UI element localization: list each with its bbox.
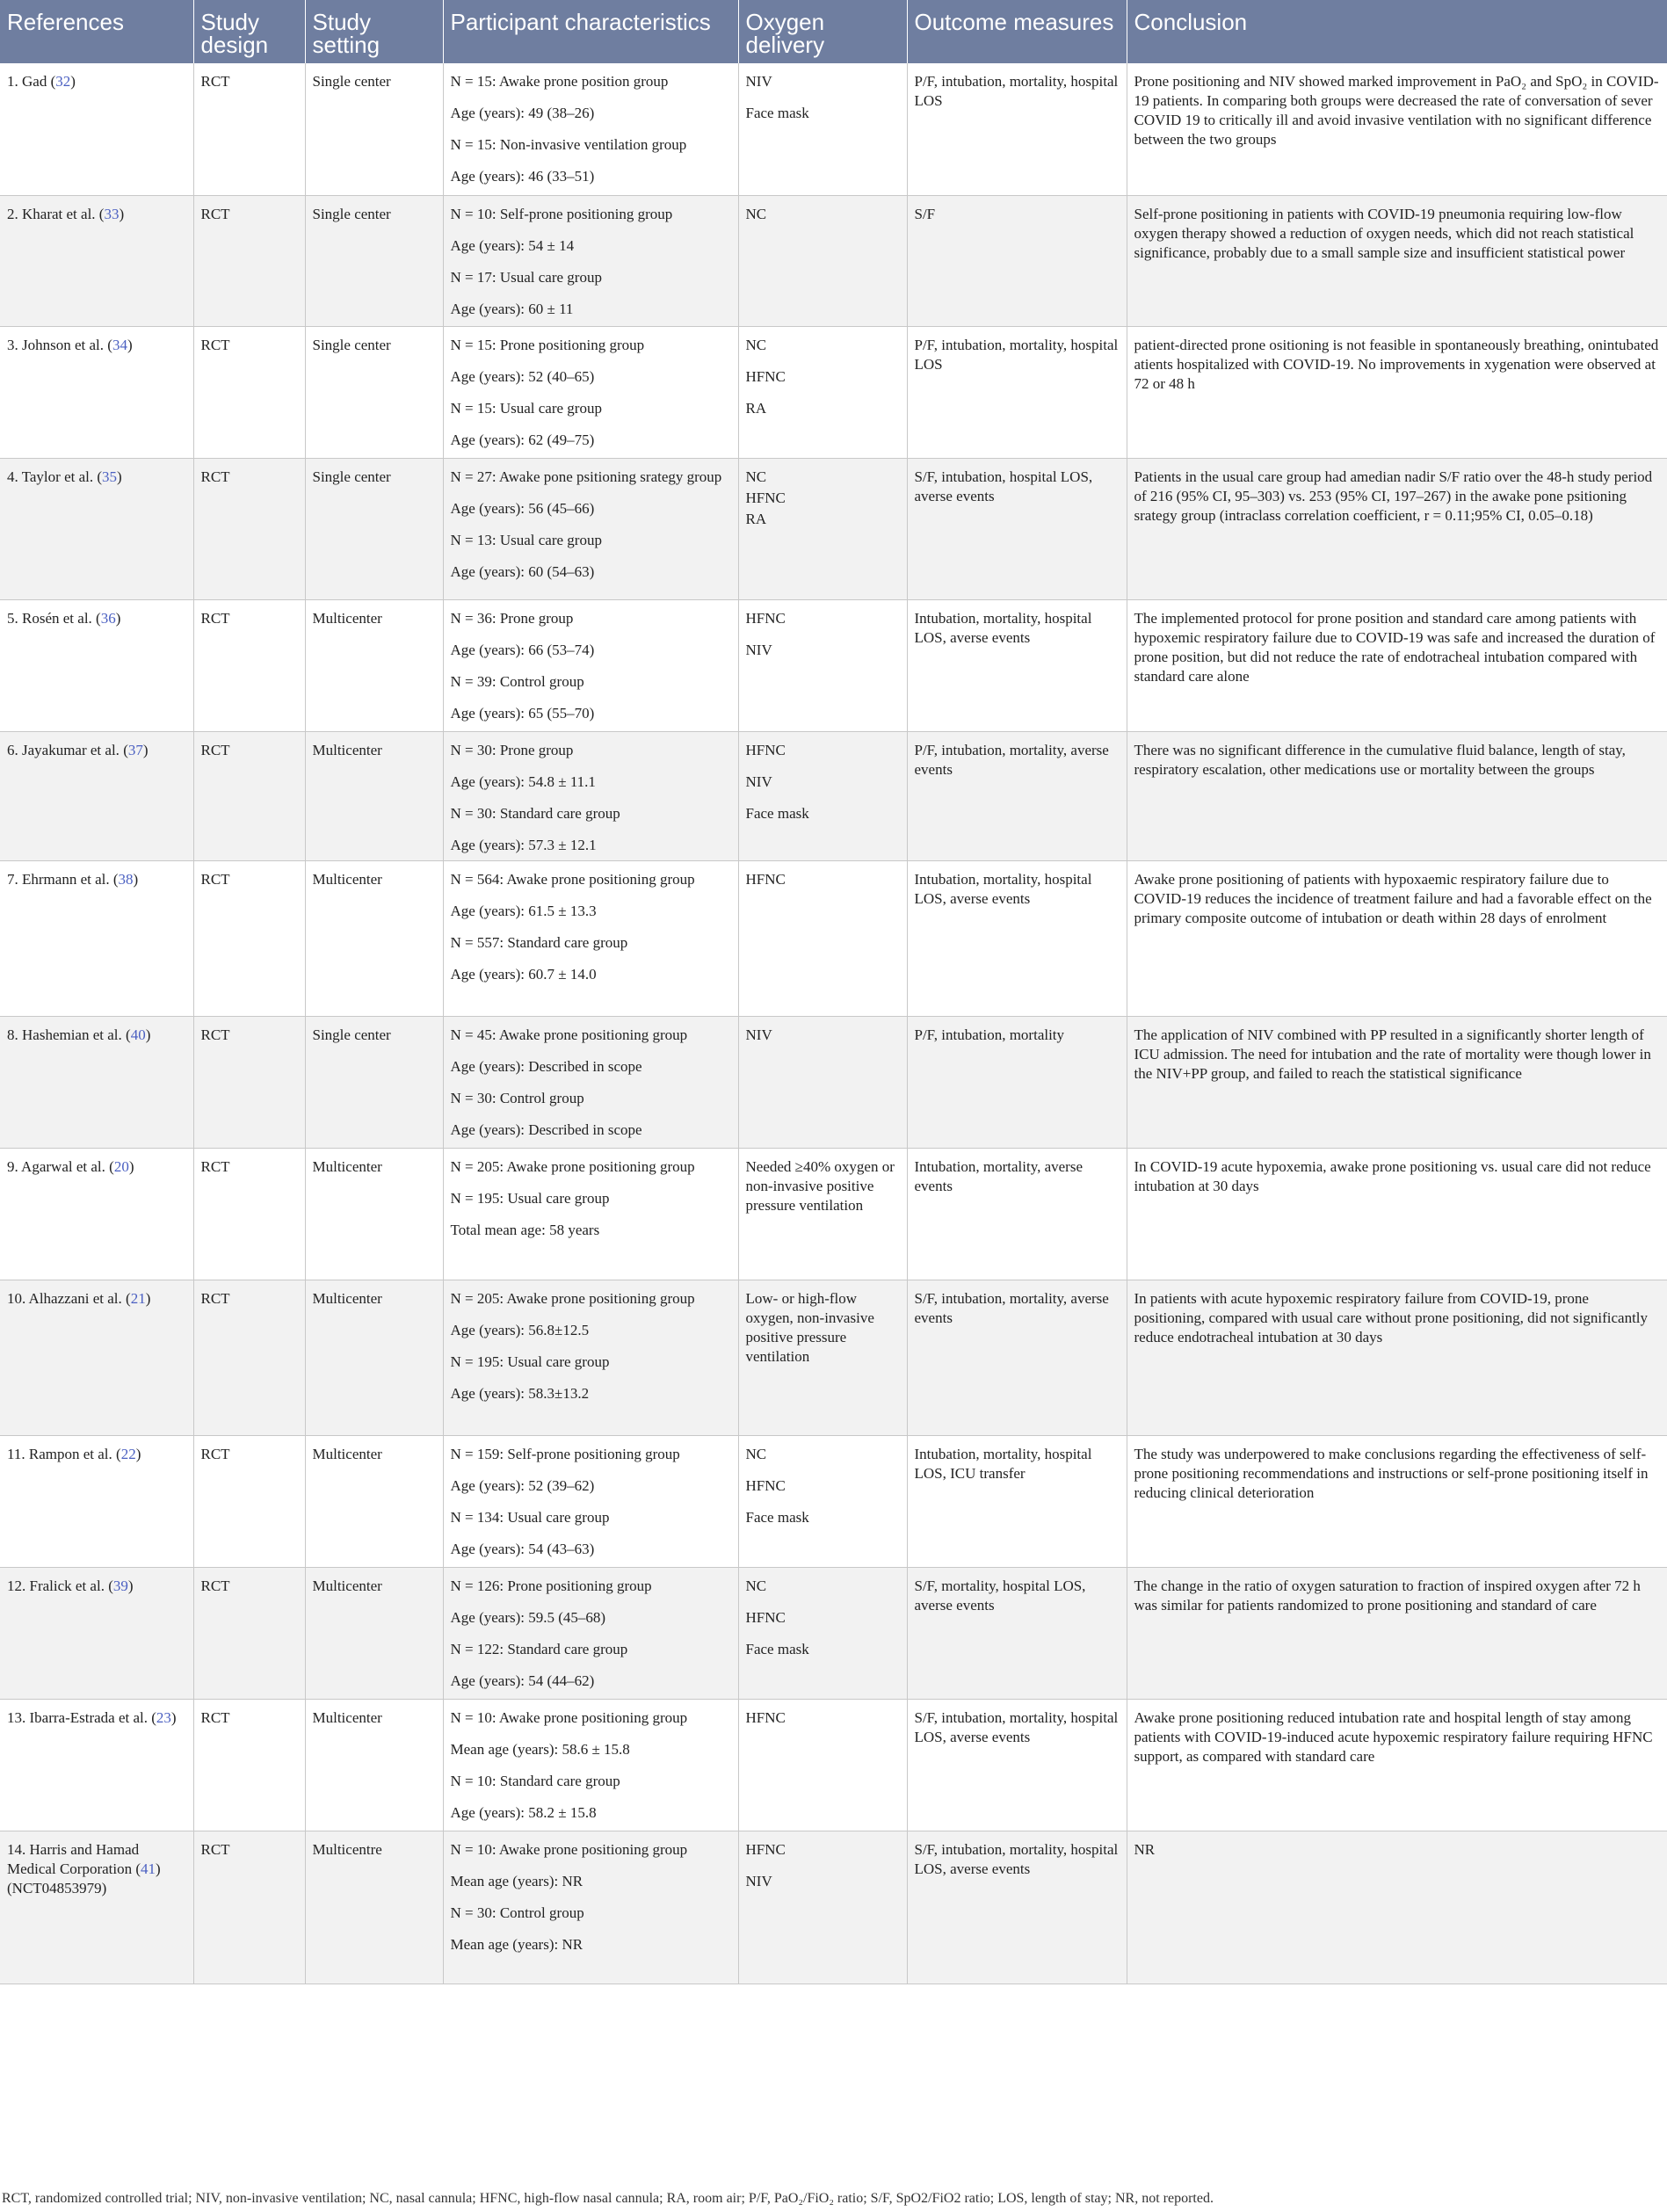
reference-author: 12. Fralick et al. bbox=[7, 1577, 109, 1594]
cell-oxygen-delivery bbox=[738, 1280, 907, 1435]
cell-participant-characteristics bbox=[443, 1567, 738, 1699]
cell-study-design: RCT bbox=[193, 326, 305, 458]
cell-reference: 7. Ehrmann et al. (38) bbox=[0, 860, 193, 1016]
header-outcome-measures: Outcome measures bbox=[907, 0, 1127, 63]
citation-link[interactable]: 39 bbox=[112, 1577, 128, 1594]
cell-study-setting: Single center bbox=[305, 195, 443, 326]
oxygen-delivery-item: Face mask bbox=[745, 105, 809, 121]
reference-author: 3. Johnson et al. bbox=[7, 336, 108, 353]
cell-oxygen-delivery bbox=[738, 63, 907, 195]
cell-conclusion: There was no significant difference in the cumulative fluid balance, length of stay, respiratory escalation, other medications use or mortality between the groups bbox=[1127, 731, 1667, 860]
participant-line: N = 122: Standard care group bbox=[450, 1640, 628, 1657]
header-participant-characteristics: Participant characteristics bbox=[443, 0, 738, 63]
cell-study-setting: Multicenter bbox=[305, 860, 443, 1016]
cell-reference: 5. Rosén et al. (36) bbox=[0, 599, 193, 731]
table-row bbox=[0, 458, 1667, 599]
header-oxygen-delivery: Oxygen delivery bbox=[738, 0, 907, 63]
cell-reference: 11. Rampon et al. (22) bbox=[0, 1435, 193, 1567]
header-study-design: Study design bbox=[193, 0, 305, 63]
header-row bbox=[0, 0, 1667, 63]
reference-suffix: ) (NCT04853979) bbox=[7, 1860, 161, 1897]
participant-line: Age (years): 52 (39–62) bbox=[450, 1476, 595, 1494]
cell-conclusion: Awake prone positioning reduced intubation rate and hospital length of stay among patients with COVID-19-induced acute hypoxemic respiratory failure requiring HFNC support, as compared with standard care bbox=[1127, 1699, 1667, 1831]
oxygen-delivery-item: HFNC bbox=[745, 1840, 786, 1858]
participant-line: Age (years): 57.3 ± 12.1 bbox=[450, 836, 597, 853]
reference-suffix: ) bbox=[127, 1577, 134, 1594]
cell-outcome-measures: P/F, intubation, mortality, hospital LOS bbox=[907, 63, 1127, 195]
cell-conclusion: patient-directed prone ositioning is not feasible in spontaneously breathing, onintubated atients hospitalized with COVID-19. No improvements in xygenation were observed at 72 or 48 h bbox=[1127, 326, 1667, 458]
participant-line: Total mean age: 58 years bbox=[450, 1221, 600, 1238]
oxygen-delivery-item: NIV bbox=[745, 772, 772, 790]
cell-oxygen-delivery bbox=[738, 1567, 907, 1699]
cell-study-design: RCT bbox=[193, 1699, 305, 1831]
cell-participant-characteristics bbox=[443, 326, 738, 458]
oxygen-delivery-item: NC bbox=[745, 1577, 767, 1594]
cell-outcome-measures: S/F, intubation, mortality, hospital LOS, averse events bbox=[907, 1831, 1127, 1984]
reference-author: 14. Harris and Hamad Medical Corporation bbox=[7, 1840, 140, 1877]
cell-study-setting: Multicenter bbox=[305, 1699, 443, 1831]
reference-author: 8. Hashemian et al. bbox=[7, 1026, 127, 1043]
participant-line: N = 30: Standard care group bbox=[450, 804, 620, 822]
oxygen-delivery-item: NIV bbox=[745, 641, 772, 658]
cell-outcome-measures: S/F, intubation, hospital LOS, averse events bbox=[907, 458, 1127, 599]
participant-line: Age (years): 60.7 ± 14.0 bbox=[450, 965, 597, 983]
table-row bbox=[0, 599, 1667, 731]
participant-line: Age (years): 54 (44–62) bbox=[450, 1672, 595, 1689]
participant-line: Age (years): 58.2 ± 15.8 bbox=[450, 1803, 597, 1821]
participant-line: N = 10: Self-prone positioning group bbox=[450, 205, 673, 222]
cell-participant-characteristics bbox=[443, 1016, 738, 1148]
table-body bbox=[0, 63, 1667, 1984]
participant-line: N = 205: Awake prone positioning group bbox=[450, 1157, 695, 1175]
reference-author: 4. Taylor et al. bbox=[7, 468, 98, 485]
table-row bbox=[0, 326, 1667, 458]
oxygen-delivery-item: HFNC bbox=[745, 1608, 786, 1626]
citation-link[interactable]: 20 bbox=[113, 1157, 129, 1175]
participant-line: Age (years): 59.5 (45–68) bbox=[450, 1608, 606, 1626]
participant-line: N = 13: Usual care group bbox=[450, 531, 602, 548]
citation-link[interactable]: 37 bbox=[127, 741, 143, 758]
participant-line: Age (years): Described in scope bbox=[450, 1057, 642, 1075]
oxygen-delivery-item: NC bbox=[745, 1445, 767, 1462]
participant-line: N = 30: Control group bbox=[450, 1904, 584, 1921]
cell-outcome-measures: S/F, intubation, mortality, hospital LOS, averse events bbox=[907, 1699, 1127, 1831]
cell-oxygen-delivery bbox=[738, 1831, 907, 1984]
oxygen-delivery-item: Low- or high-flow oxygen, non-invasive positive pressure ventilation bbox=[745, 1289, 874, 1365]
cell-study-design: RCT bbox=[193, 1567, 305, 1699]
cell-oxygen-delivery bbox=[738, 458, 907, 599]
cell-conclusion: NR bbox=[1127, 1831, 1667, 1984]
cell-reference: 1. Gad (32) bbox=[0, 63, 193, 195]
reference-suffix: ) bbox=[70, 73, 76, 90]
oxygen-delivery-item: Face mask bbox=[745, 1640, 809, 1657]
cell-conclusion: Patients in the usual care group had amedian nadir S/F ratio over the 48-h study period of 216 (95% CI, 95–303) vs. 253 (95% CI, 197–267) in the awake pone psitioning srategy group (intraclass correlation coefficient, r = 0.11;95% CI, 0.05–0.18) bbox=[1127, 458, 1667, 599]
citation-link[interactable]: 23 bbox=[156, 1708, 171, 1726]
oxygen-delivery-item: NC bbox=[745, 205, 767, 222]
cell-conclusion: Self-prone positioning in patients with COVID-19 pneumonia requiring low-flow oxygen therapy showed a reduction of oxygen needs, which did not reach statistical significance, probably due to a small sample size and insufficient statistical power bbox=[1127, 195, 1667, 326]
cell-conclusion: Awake prone positioning of patients with hypoxaemic respiratory failure due to COVID-19 reduces the incidence of treatment failure and had a favorable effect on the primary composite outcome of intubation or death within 28 days of enrolment bbox=[1127, 860, 1667, 1016]
oxygen-delivery-item: Face mask bbox=[745, 804, 809, 822]
reference-suffix: ) bbox=[127, 336, 133, 353]
cell-participant-characteristics bbox=[443, 731, 738, 860]
participant-line: N = 30: Control group bbox=[450, 1089, 584, 1106]
cell-study-design: RCT bbox=[193, 458, 305, 599]
cell-conclusion: The change in the ratio of oxygen saturation to fraction of inspired oxygen after 72 h was similar for patients randomized to prone positioning and standard of care bbox=[1127, 1567, 1667, 1699]
reference-suffix: ) bbox=[145, 1026, 151, 1043]
participant-line: Age (years): 60 (54–63) bbox=[450, 562, 595, 580]
cell-conclusion: The study was underpowered to make conclusions regarding the effectiveness of self-prone positioning recommendations and instructions or self-prone positioning itself in reducing clinical deterioration bbox=[1127, 1435, 1667, 1567]
participant-line: Mean age (years): NR bbox=[450, 1935, 583, 1953]
cell-participant-characteristics bbox=[443, 1831, 738, 1984]
cell-study-design: RCT bbox=[193, 1831, 305, 1984]
cell-reference: 2. Kharat et al. (33) bbox=[0, 195, 193, 326]
participant-line: N = 195: Usual care group bbox=[450, 1189, 610, 1207]
participant-line: N = 17: Usual care group bbox=[450, 268, 602, 286]
participant-line: Age (years): 46 (33–51) bbox=[450, 168, 595, 185]
table-row bbox=[0, 1567, 1667, 1699]
participant-line: N = 15: Usual care group bbox=[450, 399, 602, 417]
participant-line: N = 195: Usual care group bbox=[450, 1353, 610, 1370]
reference-suffix: ) bbox=[142, 741, 149, 758]
participant-line: Age (years): 60 ± 11 bbox=[450, 300, 574, 317]
reference-author: 5. Rosén et al. bbox=[7, 609, 97, 627]
cell-study-setting: Single center bbox=[305, 1016, 443, 1148]
reference-suffix: ) bbox=[170, 1708, 177, 1726]
table-row bbox=[0, 860, 1667, 1016]
participant-line: N = 15: Non-invasive ventilation group bbox=[450, 136, 687, 153]
header-references: References bbox=[0, 0, 193, 63]
cell-study-setting: Multicenter bbox=[305, 1567, 443, 1699]
participant-line: N = 15: Awake prone position group bbox=[450, 73, 669, 90]
citation-link[interactable]: 35 bbox=[102, 468, 118, 485]
cell-study-design: RCT bbox=[193, 1016, 305, 1148]
participant-line: Age (years): 66 (53–74) bbox=[450, 641, 595, 658]
participant-line: N = 134: Usual care group bbox=[450, 1508, 610, 1526]
header-conclusion: Conclusion bbox=[1127, 0, 1667, 63]
participant-line: N = 564: Awake prone positioning group bbox=[450, 870, 695, 888]
participant-line: Age (years): 62 (49–75) bbox=[450, 431, 595, 448]
participant-line: N = 10: Awake prone positioning group bbox=[450, 1708, 688, 1726]
cell-participant-characteristics bbox=[443, 1435, 738, 1567]
reference-suffix: ) bbox=[119, 205, 125, 222]
table-row bbox=[0, 1435, 1667, 1567]
participant-line: N = 159: Self-prone positioning group bbox=[450, 1445, 680, 1462]
cell-outcome-measures: S/F, mortality, hospital LOS, averse events bbox=[907, 1567, 1127, 1699]
cell-reference: 6. Jayakumar et al. (37) bbox=[0, 731, 193, 860]
cell-oxygen-delivery bbox=[738, 1699, 907, 1831]
cell-outcome-measures: S/F bbox=[907, 195, 1127, 326]
citation-link[interactable]: 34 bbox=[112, 336, 127, 353]
cell-study-setting: Multicenter bbox=[305, 1148, 443, 1280]
cell-conclusion: Prone positioning and NIV showed marked improvement in PaO₂ and SpO₂ in COVID-19 patients. In comparing both groups were decreased the rate of conversation of sever COVID 19 to critically ill and avoid invasive ventilation with no significant difference between the two groups bbox=[1127, 63, 1667, 195]
cell-participant-characteristics bbox=[443, 63, 738, 195]
cell-outcome-measures: Intubation, mortality, hospital LOS, averse events bbox=[907, 860, 1127, 1016]
citation-link[interactable]: 22 bbox=[120, 1445, 136, 1462]
cell-outcome-measures: P/F, intubation, mortality bbox=[907, 1016, 1127, 1148]
participant-line: N = 205: Awake prone positioning group bbox=[450, 1289, 695, 1307]
cell-study-design: RCT bbox=[193, 195, 305, 326]
cell-outcome-measures: Intubation, mortality, hospital LOS, averse events bbox=[907, 599, 1127, 731]
reference-suffix: ) bbox=[128, 1157, 134, 1175]
cell-oxygen-delivery bbox=[738, 860, 907, 1016]
table-row bbox=[0, 1280, 1667, 1435]
participant-line: Age (years): 56.8±12.5 bbox=[450, 1321, 590, 1338]
citation-link[interactable]: 32 bbox=[55, 73, 71, 90]
cell-participant-characteristics bbox=[443, 195, 738, 326]
reference-author: 1. Gad bbox=[7, 73, 51, 90]
oxygen-delivery-item: RA bbox=[745, 399, 767, 417]
reference-author: 10. Alhazzani et al. bbox=[7, 1289, 127, 1307]
participant-line: Age (years): 61.5 ± 13.3 bbox=[450, 902, 597, 919]
cell-participant-characteristics bbox=[443, 458, 738, 599]
cell-participant-characteristics bbox=[443, 1280, 738, 1435]
cell-participant-characteristics bbox=[443, 1148, 738, 1280]
oxygen-delivery-item: NIV bbox=[745, 1026, 772, 1043]
oxygen-delivery-item: NC bbox=[745, 336, 767, 353]
reference-author: 6. Jayakumar et al. bbox=[7, 741, 124, 758]
table-row bbox=[0, 1148, 1667, 1280]
cell-reference: 14. Harris and Hamad Medical Corporation (41) (NCT04853979) bbox=[0, 1831, 193, 1984]
cell-study-setting: Single center bbox=[305, 326, 443, 458]
participant-line: Age (years): 54 (43–63) bbox=[450, 1540, 595, 1557]
cell-study-setting: Multicenter bbox=[305, 1280, 443, 1435]
reference-author: 9. Agarwal et al. bbox=[7, 1157, 110, 1175]
table-row bbox=[0, 1699, 1667, 1831]
cell-reference: 13. Ibarra-Estrada et al. (23) bbox=[0, 1699, 193, 1831]
reference-suffix: ) bbox=[115, 609, 121, 627]
reference-suffix: ) bbox=[133, 870, 139, 888]
oxygen-delivery-item: Needed ≥40% oxygen or non-invasive positive pressure ventilation bbox=[745, 1157, 895, 1214]
citation-link[interactable]: 40 bbox=[130, 1026, 146, 1043]
cell-reference: 10. Alhazzani et al. (21) bbox=[0, 1280, 193, 1435]
table-footnote: RCT, randomized controlled trial; NIV, non-invasive ventilation; NC, nasal cannula; HFNC, high-flow nasal cannula; RA, room air; P/F, PaO₂/FiO₂ ratio; S/F, SpO2/FiO2 ratio; LOS, length of stay; NR, not reported. bbox=[2, 2191, 1214, 2206]
reference-suffix: ) bbox=[145, 1289, 151, 1307]
participant-line: Age (years): 56 (45–66) bbox=[450, 499, 595, 517]
cell-study-setting: Single center bbox=[305, 63, 443, 195]
table-row bbox=[0, 63, 1667, 195]
table-row bbox=[0, 195, 1667, 326]
cell-study-design: RCT bbox=[193, 599, 305, 731]
cell-study-design: RCT bbox=[193, 1148, 305, 1280]
oxygen-delivery-item: HFNC bbox=[745, 1708, 786, 1726]
cell-oxygen-delivery bbox=[738, 1016, 907, 1148]
cell-reference: 8. Hashemian et al. (40) bbox=[0, 1016, 193, 1148]
cell-participant-characteristics bbox=[443, 599, 738, 731]
participant-line: N = 30: Prone group bbox=[450, 741, 574, 758]
citation-link[interactable]: 36 bbox=[100, 609, 116, 627]
cell-conclusion: The application of NIV combined with PP resulted in a significantly shorter length of ICU admission. The need for intubation and the rate of mortality were though lower in the NIV+PP group, and failed to reach the statistical significance bbox=[1127, 1016, 1667, 1148]
cell-outcome-measures: P/F, intubation, mortality, hospital LOS bbox=[907, 326, 1127, 458]
reference-author: 2. Kharat et al. bbox=[7, 205, 99, 222]
cell-reference: 3. Johnson et al. (34) bbox=[0, 326, 193, 458]
participant-line: Mean age (years): NR bbox=[450, 1872, 583, 1889]
oxygen-delivery-item: HFNC bbox=[745, 489, 786, 506]
participant-line: Mean age (years): 58.6 ± 15.8 bbox=[450, 1740, 630, 1758]
table-row bbox=[0, 1831, 1667, 1984]
participant-line: N = 126: Prone positioning group bbox=[450, 1577, 652, 1594]
participant-line: Age (years): Described in scope bbox=[450, 1121, 642, 1138]
participant-line: N = 45: Awake prone positioning group bbox=[450, 1026, 688, 1043]
oxygen-delivery-item: HFNC bbox=[745, 741, 786, 758]
cell-reference: 9. Agarwal et al. (20) bbox=[0, 1148, 193, 1280]
citation-link[interactable]: 41 bbox=[141, 1860, 156, 1877]
oxygen-delivery-item: NIV bbox=[745, 1872, 772, 1889]
oxygen-delivery-item: HFNC bbox=[745, 367, 786, 385]
oxygen-delivery-item: Face mask bbox=[745, 1508, 809, 1526]
cell-reference: 4. Taylor et al. (35) bbox=[0, 458, 193, 599]
cell-participant-characteristics bbox=[443, 860, 738, 1016]
cell-oxygen-delivery bbox=[738, 599, 907, 731]
reference-author: 7. Ehrmann et al. bbox=[7, 870, 113, 888]
cell-outcome-measures: Intubation, mortality, averse events bbox=[907, 1148, 1127, 1280]
reference-suffix: ) bbox=[117, 468, 122, 485]
participant-line: N = 39: Control group bbox=[450, 672, 584, 690]
cell-oxygen-delivery bbox=[738, 731, 907, 860]
cell-study-setting: Multicenter bbox=[305, 1435, 443, 1567]
cell-oxygen-delivery bbox=[738, 195, 907, 326]
participant-line: Age (years): 54 ± 14 bbox=[450, 236, 575, 254]
cell-study-design: RCT bbox=[193, 731, 305, 860]
citation-link[interactable]: 33 bbox=[104, 205, 120, 222]
cell-study-setting: Multicenter bbox=[305, 731, 443, 860]
participant-line: Age (years): 54.8 ± 11.1 bbox=[450, 772, 596, 790]
participant-line: N = 36: Prone group bbox=[450, 609, 574, 627]
oxygen-delivery-item: NC bbox=[745, 468, 767, 485]
oxygen-delivery-item: HFNC bbox=[745, 609, 786, 627]
cell-oxygen-delivery bbox=[738, 326, 907, 458]
reference-author: 13. Ibarra-Estrada et al. bbox=[7, 1708, 152, 1726]
cell-participant-characteristics bbox=[443, 1699, 738, 1831]
participant-line: N = 557: Standard care group bbox=[450, 933, 628, 951]
reference-suffix: ) bbox=[135, 1445, 141, 1462]
cell-outcome-measures: S/F, intubation, mortality, averse events bbox=[907, 1280, 1127, 1435]
cell-reference: 12. Fralick et al. (39) bbox=[0, 1567, 193, 1699]
cell-conclusion: In COVID-19 acute hypoxemia, awake prone positioning vs. usual care did not reduce intubation at 30 days bbox=[1127, 1148, 1667, 1280]
participant-line: Age (years): 52 (40–65) bbox=[450, 367, 595, 385]
cell-study-design: RCT bbox=[193, 860, 305, 1016]
header-study-setting: Study setting bbox=[305, 0, 443, 63]
participant-line: Age (years): 49 (38–26) bbox=[450, 105, 595, 121]
oxygen-delivery-item: HFNC bbox=[745, 870, 786, 888]
cell-study-design: RCT bbox=[193, 1280, 305, 1435]
participant-line: Age (years): 65 (55–70) bbox=[450, 704, 595, 722]
table-row bbox=[0, 731, 1667, 860]
participant-line: Age (years): 58.3±13.2 bbox=[450, 1384, 590, 1402]
participant-line: N = 27: Awake pone psitioning srategy group bbox=[450, 468, 722, 485]
oxygen-delivery-item: HFNC bbox=[745, 1476, 786, 1494]
cell-study-design: RCT bbox=[193, 1435, 305, 1567]
cell-study-setting: Single center bbox=[305, 458, 443, 599]
citation-link[interactable]: 21 bbox=[130, 1289, 146, 1307]
oxygen-delivery-item: NIV bbox=[745, 73, 772, 90]
oxygen-delivery-item: RA bbox=[745, 510, 767, 527]
cell-outcome-measures: P/F, intubation, mortality, averse events bbox=[907, 731, 1127, 860]
cell-oxygen-delivery bbox=[738, 1435, 907, 1567]
cell-study-setting: Multicenter bbox=[305, 599, 443, 731]
cell-conclusion: The implemented protocol for prone position and standard care among patients with hypoxemic respiratory failure due to COVID-19 was safe and increased the duration of prone position, but did not reduce the rate of endotracheal intubation compared with standard care alone bbox=[1127, 599, 1667, 731]
cell-study-setting: Multicentre bbox=[305, 1831, 443, 1984]
participant-line: N = 15: Prone positioning group bbox=[450, 336, 645, 353]
cell-conclusion: In patients with acute hypoxemic respiratory failure from COVID-19, prone positioning, compared with usual care without prone positioning, did not significantly reduce endotracheal intubation at 30 days bbox=[1127, 1280, 1667, 1435]
reference-author: 11. Rampon et al. bbox=[7, 1445, 117, 1462]
cell-outcome-measures: Intubation, mortality, hospital LOS, ICU transfer bbox=[907, 1435, 1127, 1567]
participant-line: N = 10: Awake prone positioning group bbox=[450, 1840, 688, 1858]
citation-link[interactable]: 38 bbox=[118, 870, 134, 888]
cell-study-design: RCT bbox=[193, 63, 305, 195]
cell-oxygen-delivery bbox=[738, 1148, 907, 1280]
table-row bbox=[0, 1016, 1667, 1148]
participant-line: N = 10: Standard care group bbox=[450, 1772, 620, 1789]
